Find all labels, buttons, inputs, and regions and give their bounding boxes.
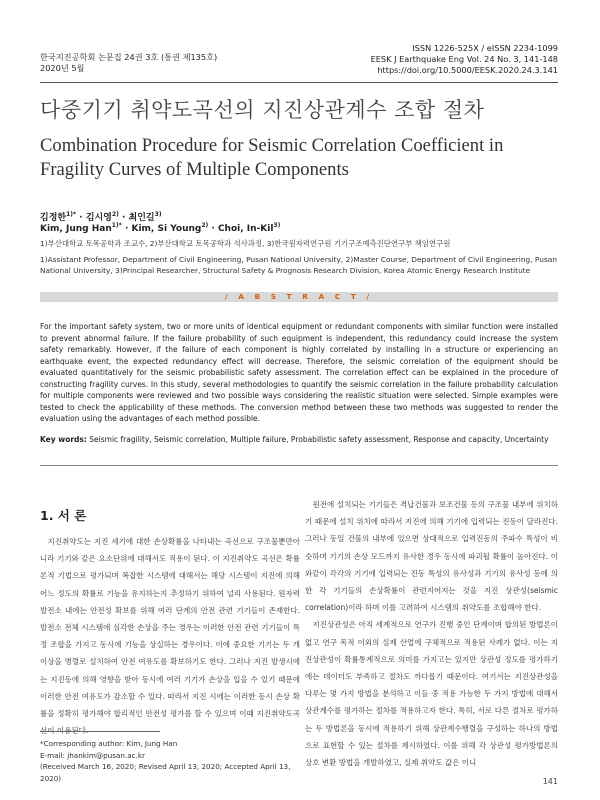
body-column-right	[305, 496, 558, 771]
keywords-label: Key words:	[40, 435, 87, 444]
page-number: 141	[542, 777, 558, 786]
author-name: Kim, Jung Han	[40, 224, 112, 234]
author-email[interactable]: E-mail: jhankim@pusan.ac.kr	[40, 750, 145, 760]
footnote-divider	[40, 731, 160, 732]
affiliations-english: 1)Assistant Professor, Department of Civil Engineering, Pusan National University, 2)Master Course, Department of Civil Engineering, Pusan National University, 3)Principal Researcher, Structural Safety & Prognosis Research Division, Korea Atomic Energy Research Institute	[40, 255, 557, 275]
journal-issue: 한국지진공학회 논문집 24권 3호 (통권 제135호)	[40, 52, 218, 62]
journal-header-right	[371, 43, 558, 76]
abstract-text: For the important safety system, two or more units of identical equipment or redundant components with similar function were installed to prevent abnormal failure. If the failure probability of such equipment is independent, this redundancy could increase the system safety remarkably. However, if the failure of each component is highly correlated by installing in a structure or experiencing an earthquake event, the expected redundancy effect will decrease. Therefore, the seismic correlation of the equipment should be evaluated quantitatively for the seismic probabilistic safety assessment. The correlation effect can be explained in the procedure of constructing fragility curves. In this study, several methodologies to quantify the seismic correlation in the failure probability calculation for multiple components were reviewed and two possible ways considering the realistic situation were selected. Simple examples were tested to check the applicability of these methods. The conversion method between these two methods was suggested to render the evaluation using the advantages of each method possible.	[40, 322, 558, 423]
authors-english: Kim, Jung Han$^{1)*}$ · Kim, Si Young$^{2)}$ · Choi, In-Kil$^{3)}$	[40, 222, 281, 234]
paragraph: 지진취약도는 지진 세기에 대한 손상확률을 나타내는 곡선으로 구조물뿐만아니라 기기와 같은 요소단위에 대해서도 적용이 된다. 이 지진취약도 곡선은 확률론적 기법으로 평가되며 복잡한 시스템에 대해서는 해당 시스템이 지진에 의해 어느 정도의 확률로 기능을 유지하는지 추정하기 위하여 널리 사용된다. 원자력발전소 내에는 안전성 확보를 위해 여러 단계의 안전 관련 기기들이 존재한다. 발전소 전체 시스템에 심각한 손상을 주는 경우는 이러한 안전 관련 기기들이 특정 조합을 가지고 동시에 기능을 상실하는 경우이다. 이에 중요한 기기는 두 개 이상을 병렬로 설치하여 안전 여유도를 확보하기도 한다. 그러나 지진 발생시에는 지진동에 의해 영향을 받아 동시에 여러 기기가 손상을 입을 수 있기 때문에 이러한 안전 여유도가 감소할 수 있다. 따라서 지진 시에는 이러한 동시 손상 확률을 정확히 평가해야 합리적인 안전성 평가를 할 수 있으며 이때 지진취약도곡선이 이용된다.	[40, 537, 300, 736]
doi-link[interactable]: https://doi.org/10.5000/EESK.2020.24.3.141	[377, 65, 558, 75]
corresponding-author: *Corresponding author: Kim, Jung Han	[40, 739, 178, 748]
journal-header-left	[40, 52, 217, 74]
footnote	[40, 738, 300, 784]
title-korean: 다중기기 취약도곡선의 지진상관계수 조합 절차	[40, 98, 485, 122]
author-name: 최인길	[128, 213, 155, 223]
author-name: Kim, Si Young	[131, 224, 202, 234]
author-name: 김정한	[40, 213, 67, 223]
abstract-label: / A B S T R A C T /	[224, 292, 374, 301]
affiliations-korean: 1)부산대학교 토목공학과 조교수, 2)부산대학교 토목공학과 석사과정, 3)한국원자력연구원 기기구조예측진단연구부 책임연구원	[40, 239, 451, 248]
paragraph: 지진상관성은 아직 세계적으로 연구가 진행 중인 단계이며 합의된 방법론이 없고 연구 목적 이외의 실제 산업에 구체적으로 적용된 사례가 없다. 이는 지진상관성이 확률통계적으로 의미를 가지고는 있지만 상관성 정도를 평가하기에는 데이터도 부족하고 절차도 까다롭기 때문이다. 여기서는 지진상관성을 다루는 몇 가지 방법을 분석하고 이들 중 적용 가능한 두 가지 방법에 대해서 상관계수를 평가하는 절차를 적용하고자 한다. 특히, 서로 다른 절차로 평가하는 두 방법론을 동시에 적용하기 위해 상관계수행렬을 구성하는 하나의 방법으로 표현할 수 있는 절차를 제시하였다. 이를 위해 각 상관성 평가방법론의 상호 변환 방법을 개발하였고, 실제 취약도 값은 이니	[305, 620, 558, 768]
abstract-divider	[40, 465, 558, 466]
title-english: Combination Procedure for Seismic Correlation Coefficient in Fragility Curves of Multiple Components	[40, 135, 504, 180]
keywords-text: Seismic fragility, Seismic correlation, Multiple failure, Probabilistic safety assessment, Response and capacity, Uncertainty	[89, 435, 549, 444]
author-name: Choi, In-Kil	[217, 224, 274, 234]
header-divider	[40, 82, 558, 83]
section-title-introduction: 1. 서 론	[40, 508, 87, 523]
authors-korean: 김정한$^{1)*}$ · 김시영$^{2)}$ · 최인길$^{3)}$	[40, 211, 162, 223]
paragraph: 원전에 설치되는 기기들은 격납건물과 보조건물 등의 구조물 내부에 위치하기 때문에 설치 위치에 따라서 지진에 의해 기기에 입력되는 진동이 달라진다. 그러나 동일 건물의 내부에 있으면 상대적으로 입력진동의 주파수 특성이 비슷하며 기기의 손상 모드까지 유사한 경우 동시에 파괴될 확률이 높아진다. 이와같이 각각의 기기에 입력되는 진동 특성의 유사성과 기기의 유사성 등에 의한 각 기기들의 손상확률이 관련지어지는 것을 지진 상관성(seismic correlation)이라 하며 이를 고려하여 시스템의 취약도를 조합해야 한다.	[305, 500, 558, 613]
received-dates: (Received March 16, 2020; Revised April 13, 2020; Accepted April 13, 2020)	[40, 762, 291, 783]
keywords	[40, 434, 558, 445]
body-column-left	[40, 533, 300, 739]
issn: ISSN 1226-525X / eISSN 2234-1099	[412, 43, 558, 53]
author-name: 김시영	[85, 213, 112, 223]
journal-date: 2020년 5월	[40, 63, 85, 73]
journal-volume: EESK J Earthquake Eng Vol. 24 No. 3, 141-148	[370, 54, 558, 64]
abstract-header-bar	[40, 292, 558, 302]
